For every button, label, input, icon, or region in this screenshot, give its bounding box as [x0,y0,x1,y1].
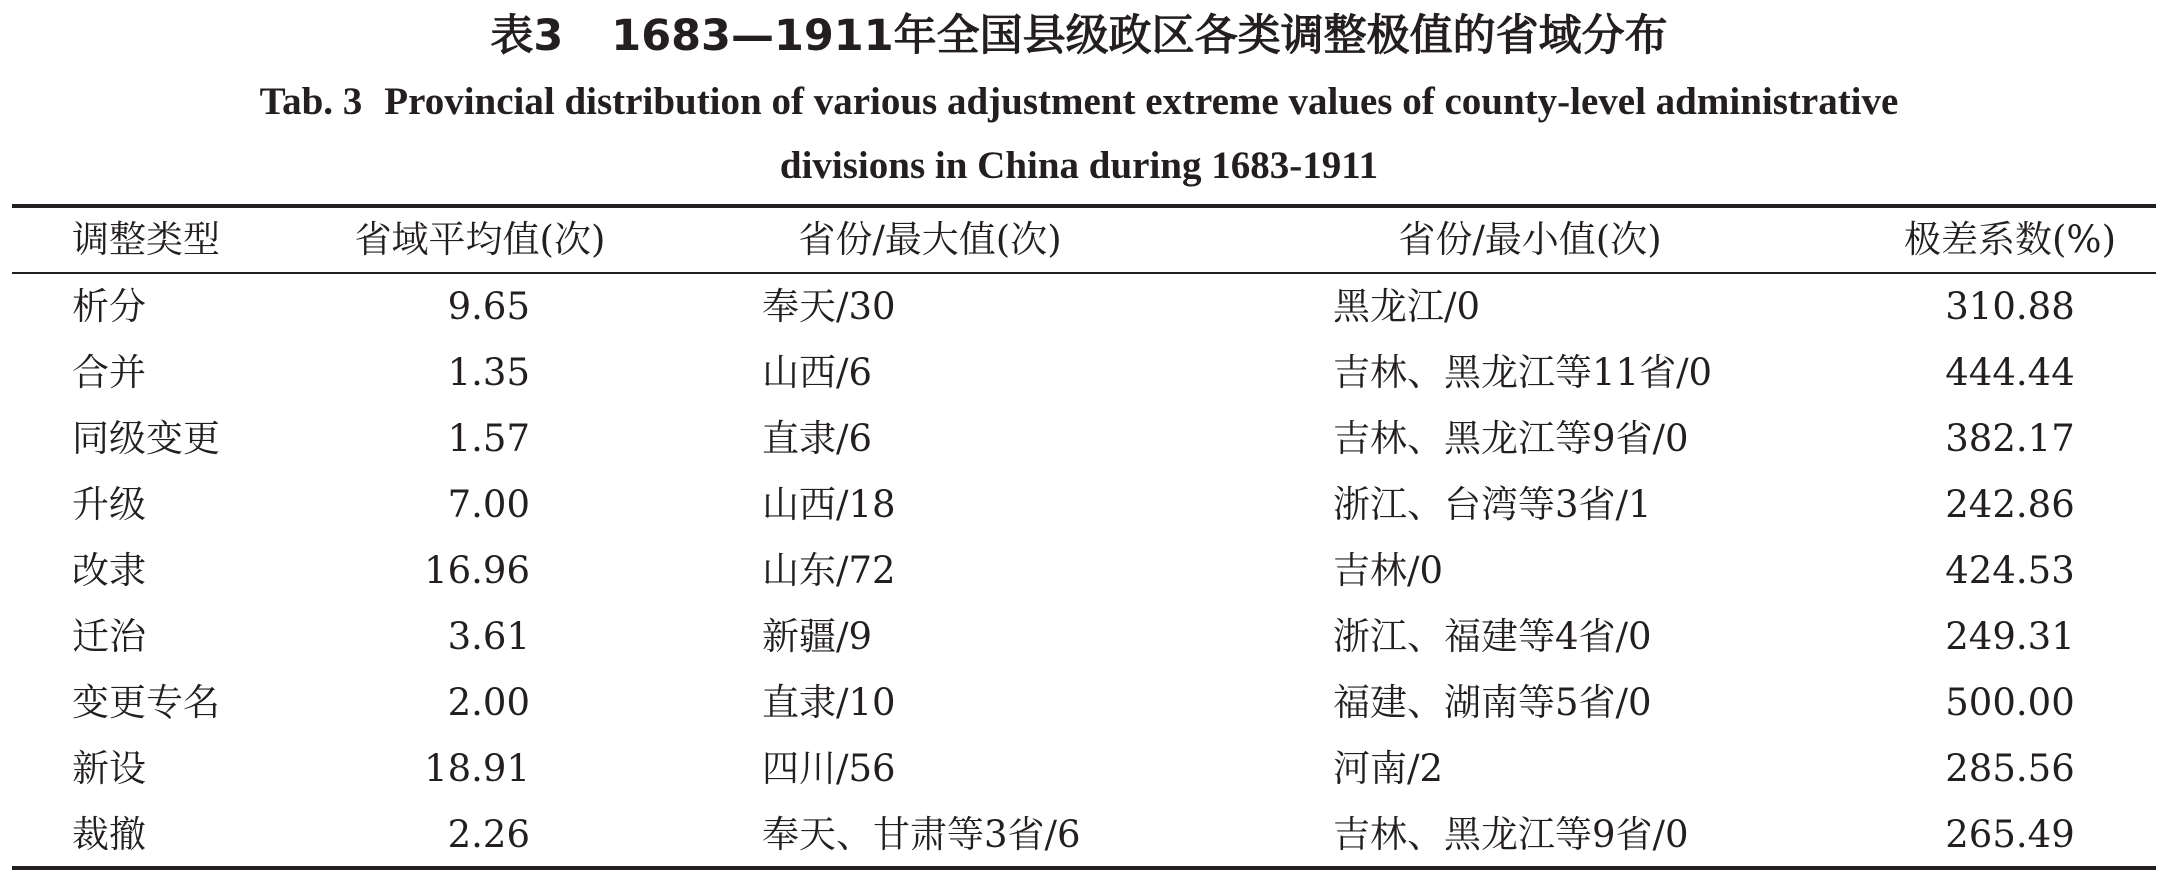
table-title-zh [0,6,2158,66]
cell-province-max: 新疆/9 [762,615,873,658]
cell-adjustment-type: 同级变更 [72,417,220,460]
cell-provincial-average: 2.00 [447,681,530,724]
cell-province-max: 奉天/30 [762,285,896,328]
cell-province-min: 吉林、黑龙江等11省/0 [1333,351,1713,394]
table-number-en: Tab. 3 [259,80,363,123]
cell-adjustment-type: 升级 [72,483,146,526]
cell-range-coefficient: 242.86 [1945,483,2075,526]
table-title-en-line2: divisions in China during 1683-1911 [779,144,1379,187]
cell-adjustment-type: 新设 [72,747,146,790]
cell-adjustment-type: 析分 [72,285,146,328]
cell-province-max: 山东/72 [762,549,896,592]
header-province-min: 省份/最小值(次) [1398,218,1662,261]
cell-provincial-average: 7.00 [447,483,530,526]
cell-range-coefficient: 249.31 [1945,615,2075,658]
header-adjustment-type: 调整类型 [72,218,220,261]
cell-provincial-average: 9.65 [447,285,530,328]
cell-range-coefficient: 500.00 [1945,681,2075,724]
cell-provincial-average: 3.61 [447,615,530,658]
cell-provincial-average: 16.96 [424,549,530,592]
table-title-zh-text: 1683—1911年全国县级政区各类调整极值的省域分布 [611,11,1668,61]
cell-province-max: 直隶/10 [762,681,896,724]
table-title-en-line1 [0,76,2158,128]
cell-adjustment-type: 改隶 [72,549,146,592]
table-number-zh: 表3 [490,11,564,61]
cell-adjustment-type: 合并 [72,351,146,394]
cell-province-min: 吉林/0 [1333,549,1444,592]
cell-range-coefficient: 444.44 [1945,351,2075,394]
cell-province-max: 山西/6 [762,351,873,394]
cell-adjustment-type: 裁撤 [72,813,146,856]
cell-range-coefficient: 285.56 [1945,747,2075,790]
cell-province-min: 吉林、黑龙江等9省/0 [1333,417,1689,460]
cell-province-min: 福建、湖南等5省/0 [1333,681,1652,724]
table-title-en-text1: Provincial distribution of various adjustment extreme values of county-level administrative [384,80,1899,123]
cell-provincial-average: 1.35 [447,351,530,394]
cell-adjustment-type: 迁治 [72,615,146,658]
cell-province-max: 直隶/6 [762,417,873,460]
cell-provincial-average: 18.91 [424,747,530,790]
cell-province-max: 山西/18 [762,483,896,526]
cell-province-min: 河南/2 [1333,747,1444,790]
cell-range-coefficient: 265.49 [1945,813,2075,856]
cell-province-max: 奉天、甘肃等3省/6 [762,813,1081,856]
cell-range-coefficient: 424.53 [1945,549,2075,592]
cell-province-min: 吉林、黑龙江等9省/0 [1333,813,1689,856]
cell-provincial-average: 1.57 [447,417,530,460]
cell-provincial-average: 2.26 [447,813,530,856]
header-provincial-average: 省域平均值(次) [354,218,606,261]
cell-province-min: 浙江、台湾等3省/1 [1333,483,1652,526]
cell-range-coefficient: 310.88 [1945,285,2075,328]
header-province-max: 省份/最大值(次) [798,218,1062,261]
cell-adjustment-type: 变更专名 [72,681,220,724]
cell-province-min: 黑龙江/0 [1333,285,1481,328]
cell-province-max: 四川/56 [762,747,896,790]
header-range-coefficient: 极差系数(%) [1903,218,2117,261]
cell-province-min: 浙江、福建等4省/0 [1333,615,1652,658]
cell-range-coefficient: 382.17 [1945,417,2075,460]
